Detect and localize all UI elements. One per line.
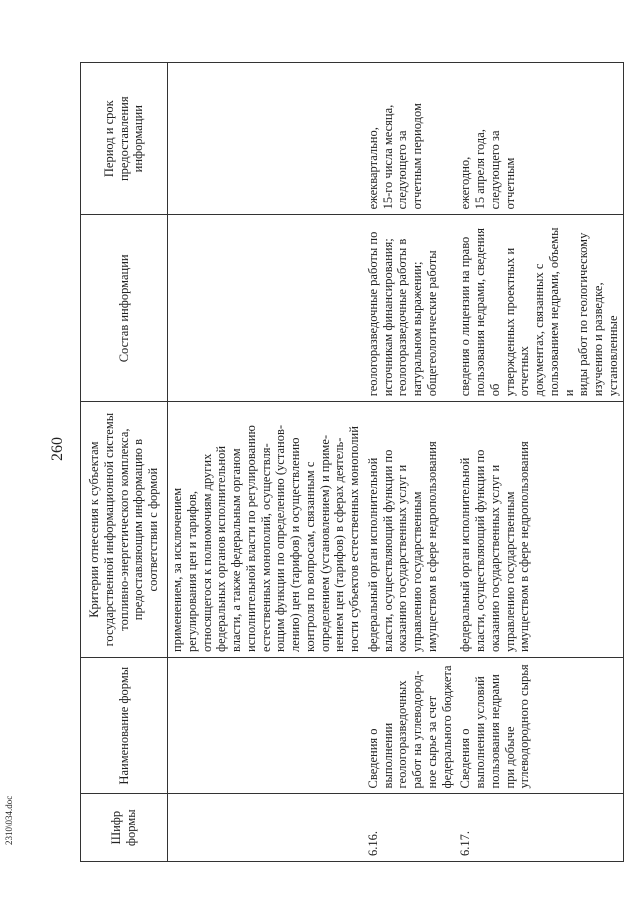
table-row-continuation bbox=[168, 63, 364, 862]
table-cell bbox=[168, 657, 364, 793]
table-header-row bbox=[81, 63, 168, 862]
footer-doc-code: 2310\034.doc bbox=[4, 795, 14, 845]
criteria-continuation: применением, за исключением регулирования цен и тарифов, относящегося к полномочиям других федеральных органов исполнительной власти, а также федеральным органом исполнительной власти по регулированию естественных монополий, осуществля- ющим функции по определению (установ- лению) цен (тарифов) и осуществлению контроля по вопросам, связанным с определением (установлением) и приме- нением цен (тарифов) в сферах деятель- ности субъектов естественных монополий bbox=[168, 402, 364, 658]
row-code: 6.16. bbox=[364, 794, 457, 862]
table-cell bbox=[168, 794, 364, 862]
header-code: Шифр формы bbox=[81, 794, 168, 862]
table-row bbox=[364, 63, 457, 862]
table-cell bbox=[168, 215, 364, 402]
table-cell bbox=[168, 63, 364, 215]
row-period: ежеквартально, 15-го числа месяца, следующего за отчетным периодом bbox=[364, 63, 457, 215]
row-form-name: Сведения о выполнении геологоразведочных работ на углеводород- ное сырье за счет федерального бюджета bbox=[364, 657, 457, 793]
header-content: Состав информации bbox=[81, 215, 168, 402]
header-period: Период и срок предоставления информации bbox=[81, 63, 168, 215]
row-criteria: федеральный орган исполнительной власти, осуществляющий функции по оказанию государственных услуг и управлению государственным имуществом в сфере недропользования bbox=[456, 402, 623, 658]
forms-table bbox=[80, 62, 624, 862]
page-number: 260 bbox=[49, 437, 66, 461]
row-period: ежегодно, 15 апреля года, следующего за отчетным bbox=[456, 63, 623, 215]
row-form-name: Сведения о выполнении условий пользования недрами при добыче углеводородного сырья bbox=[456, 657, 623, 793]
rotated-table-container bbox=[80, 62, 620, 862]
header-form-name: Наименование формы bbox=[81, 657, 168, 793]
row-code: 6.17. bbox=[456, 794, 623, 862]
table-row bbox=[456, 63, 623, 862]
header-criteria: Критерии отнесения к субъектам государственной информационной системы топливно-энергетического комплекса, предоставляющим информацию в соответствии с формой bbox=[81, 402, 168, 658]
row-content: геологоразведочные работы по источникам финансирования; геологоразведочные работы в натуральном выражении; общегеологические работы bbox=[364, 215, 457, 402]
row-criteria: федеральный орган исполнительной власти, осуществляющий функции по оказанию государственных услуг и управлению государственным имуществом в сфере недропользования bbox=[364, 402, 457, 658]
row-content: сведения о лицензии на право пользования недрами, сведения об утвержденных проектных и отчетных документах, связанных с пользованием недрами, объемы и виды работ по геологическому изучению и разведке, установленные bbox=[456, 215, 623, 402]
